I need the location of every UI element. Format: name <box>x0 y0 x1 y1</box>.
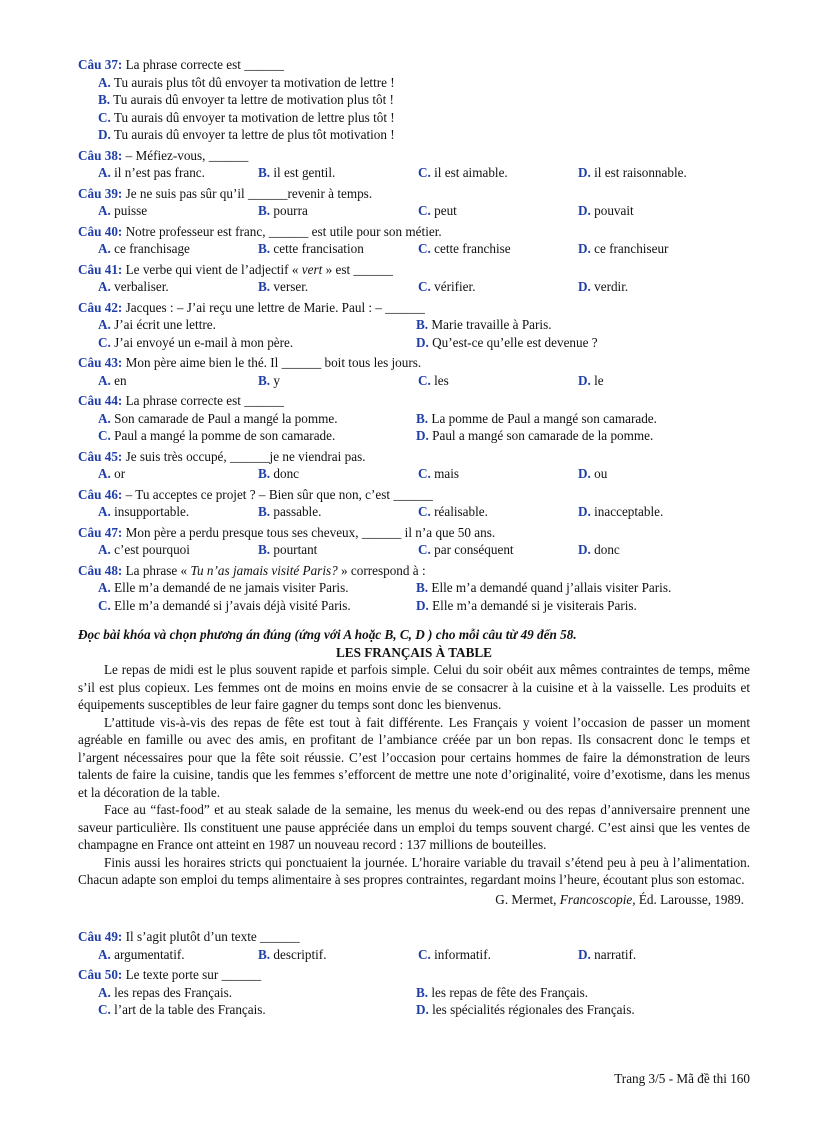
option-text: Paul a mangé la pomme de son camarade. <box>114 428 336 443</box>
question-stem <box>78 185 750 203</box>
option-row <box>78 503 750 521</box>
answer-option <box>98 316 416 334</box>
option-label: C. <box>98 1002 111 1017</box>
option-text: Tu aurais plus tôt dû envoyer ta motivation de lettre ! <box>113 74 395 90</box>
option-text: cette francisation <box>273 241 364 256</box>
option-label: C. <box>418 279 431 294</box>
option-line <box>78 91 750 109</box>
question-stem <box>78 392 750 410</box>
option-row <box>78 202 750 220</box>
question-text-italic: Tu n’as jamais visité Paris? <box>190 562 338 578</box>
question <box>78 299 750 352</box>
answer-option <box>258 946 418 964</box>
option-text: donc <box>594 542 620 557</box>
answer-option <box>418 465 578 483</box>
option-text: les repas de fête des Français. <box>431 984 589 1000</box>
option-label: A. <box>98 984 111 1000</box>
option-label: D. <box>578 542 591 557</box>
question-stem <box>78 147 750 165</box>
answer-option <box>416 597 734 615</box>
answer-option <box>416 334 734 352</box>
option-text: par conséquent <box>434 542 514 557</box>
option-label: B. <box>416 580 429 595</box>
option-label: A. <box>98 504 111 519</box>
option-text: verdir. <box>594 279 629 294</box>
option-text: J’ai écrit une lettre. <box>114 317 216 332</box>
answer-option <box>98 372 258 390</box>
option-text: narratif. <box>594 946 637 962</box>
option-text: mais <box>434 466 460 481</box>
option-label: D. <box>578 165 591 180</box>
option-row <box>78 410 750 428</box>
option-text: ou <box>594 466 608 481</box>
question-text: » est ______ <box>322 261 393 277</box>
option-text: verser. <box>273 279 309 294</box>
option-label: B. <box>258 504 271 519</box>
question-text: » correspond à : <box>337 562 426 578</box>
option-label: C. <box>418 165 431 180</box>
option-text: or <box>114 466 126 481</box>
option-text: Son camarade de Paul a mangé la pomme. <box>114 410 338 426</box>
option-text: Tu aurais dû envoyer ta motivation de lettre plus tôt ! <box>113 109 395 125</box>
option-label: B. <box>258 165 271 180</box>
option-text: passable. <box>273 504 322 519</box>
option-text: La pomme de Paul a mangé son camarade. <box>431 410 657 426</box>
option-label: D. <box>578 504 591 519</box>
answer-option <box>98 334 416 352</box>
answer-option <box>578 202 738 220</box>
answer-option <box>578 503 738 521</box>
option-label: C. <box>418 203 431 218</box>
questions-49-50 <box>78 928 750 1019</box>
option-label: B. <box>258 466 271 481</box>
answer-option <box>98 164 258 182</box>
question-text: Le verbe qui vient de l’adjectif « <box>125 261 302 277</box>
option-label: B. <box>416 410 429 426</box>
exam-page <box>78 56 750 1022</box>
question <box>78 223 750 258</box>
option-text: peut <box>434 203 457 218</box>
question-number: Câu 46: <box>78 486 123 502</box>
answer-option <box>418 503 578 521</box>
option-text: ce franchiseur <box>594 241 669 256</box>
question <box>78 966 750 1019</box>
answer-option <box>418 164 578 182</box>
answer-option <box>98 75 395 90</box>
option-text: Tu aurais dû envoyer ta lettre de motivation plus tôt ! <box>113 92 394 107</box>
option-text: inacceptable. <box>594 504 664 519</box>
option-text: l’art de la table des Français. <box>114 1002 266 1017</box>
answer-option <box>258 202 418 220</box>
option-row <box>78 984 750 1002</box>
question <box>78 448 750 483</box>
option-label: A. <box>98 241 111 256</box>
answer-option <box>98 579 416 597</box>
option-label: D. <box>98 127 111 142</box>
option-text: les <box>434 372 449 388</box>
question-number: Câu 40: <box>78 223 123 239</box>
option-text: Elle m’a demandé quand j’allais visiter Paris. <box>431 580 672 595</box>
passage-source <box>78 891 750 909</box>
option-line <box>78 74 750 92</box>
answer-option <box>578 164 738 182</box>
answer-option <box>98 541 258 559</box>
answer-option <box>98 946 258 964</box>
question-stem <box>78 928 750 946</box>
option-text: ce franchisage <box>114 241 190 256</box>
option-text: donc <box>273 466 300 481</box>
option-text: descriptif. <box>273 946 327 962</box>
option-text: pourra <box>273 203 308 218</box>
option-text: pourtant <box>273 542 318 557</box>
option-text: Tu aurais dû envoyer ta lettre de plus tôt motivation ! <box>113 127 395 142</box>
answer-option <box>258 372 418 390</box>
option-text: puisse <box>114 203 148 218</box>
answer-option <box>578 946 738 964</box>
option-label: A. <box>98 542 111 557</box>
question-text: Le texte porte sur ______ <box>125 967 262 982</box>
option-label: A. <box>98 279 111 294</box>
option-label: A. <box>98 74 111 90</box>
questions-37-48 <box>78 56 750 614</box>
question-stem <box>78 524 750 542</box>
question-stem <box>78 562 750 580</box>
question-stem <box>78 486 750 504</box>
option-text: il est aimable. <box>434 165 508 180</box>
answer-option <box>98 127 395 142</box>
option-label: A. <box>98 317 111 332</box>
question <box>78 261 750 296</box>
option-text: cette franchise <box>434 241 511 256</box>
answer-option <box>418 372 578 390</box>
question-text-italic: vert <box>301 261 323 277</box>
option-text: c’est pourquoi <box>114 542 190 557</box>
passage-title: LES FRANÇAIS À TABLE <box>336 644 492 660</box>
question <box>78 928 750 963</box>
answer-option <box>416 984 734 1002</box>
answer-option <box>578 541 738 559</box>
answer-option <box>98 202 258 220</box>
option-row <box>78 164 750 182</box>
option-text: il n’est pas franc. <box>114 165 205 180</box>
answer-option <box>98 984 416 1002</box>
answer-option <box>416 427 734 445</box>
option-label: B. <box>258 241 271 256</box>
answer-option <box>98 92 394 107</box>
question <box>78 56 750 144</box>
option-label: D. <box>416 428 429 443</box>
answer-option <box>98 503 258 521</box>
answer-option <box>98 465 258 483</box>
option-text: Marie travaille à Paris. <box>431 317 552 332</box>
answer-option <box>416 316 734 334</box>
option-row <box>78 465 750 483</box>
passage-paragraph: Le repas de midi est le plus souvent rapide et parfois simple. Celui du soir obéit aux mêmes contraintes de temps, même s’il est plus copieux. Les femmes ont de moins en moins envie de se consacrer à la cuisine et à la vaisselle. Les produits et équipements susceptibles de leur faire gagner du temps sont donc les bienvenus. <box>78 662 750 712</box>
option-row <box>78 316 750 334</box>
question <box>78 147 750 182</box>
question <box>78 524 750 559</box>
option-label: C. <box>418 504 431 519</box>
answer-option <box>416 1001 734 1019</box>
answer-option <box>416 579 734 597</box>
question <box>78 392 750 445</box>
question-stem <box>78 299 750 317</box>
option-label: A. <box>98 946 111 962</box>
option-label: C. <box>418 466 431 481</box>
option-line <box>78 109 750 127</box>
option-row <box>78 240 750 258</box>
option-text: pouvait <box>594 203 634 218</box>
question <box>78 185 750 220</box>
option-text: réalisable. <box>434 504 488 519</box>
option-line <box>78 126 750 144</box>
option-label: C. <box>418 372 431 388</box>
option-text: Qu’est-ce qu’elle est devenue ? <box>432 334 598 350</box>
option-row <box>78 427 750 445</box>
option-row <box>78 579 750 597</box>
option-label: C. <box>418 946 431 962</box>
option-label: A. <box>98 580 111 595</box>
question-stem <box>78 56 750 74</box>
question-stem <box>78 223 750 241</box>
question-text: Mon père a perdu presque tous ses cheveux, ______ il n’a que 50 ans. <box>125 524 496 540</box>
option-text: Paul a mangé son camarade de la pomme. <box>432 428 654 443</box>
option-text: y <box>273 372 280 388</box>
question-text: – Méfiez-vous, ______ <box>125 147 249 163</box>
option-text: Elle m’a demandé de ne jamais visiter Paris. <box>114 580 349 595</box>
option-label: D. <box>578 946 591 962</box>
source-book: Francoscopie <box>559 891 633 907</box>
question-text: La phrase « <box>125 562 191 578</box>
answer-option <box>98 110 395 125</box>
answer-option <box>416 410 734 428</box>
option-label: B. <box>258 279 271 294</box>
option-label: B. <box>416 984 429 1000</box>
option-text: les repas des Français. <box>114 984 233 1000</box>
question-number: Câu 41: <box>78 261 123 277</box>
page-footer: Trang 3/5 - Mã đề thi 160 <box>614 1071 750 1086</box>
question <box>78 562 750 615</box>
option-label: A. <box>98 165 111 180</box>
option-label: D. <box>416 597 429 613</box>
question-text: Jacques : – J’ai reçu une lettre de Marie. Paul : – ______ <box>125 299 425 315</box>
option-label: B. <box>98 92 111 107</box>
question-text: La phrase correcte est ______ <box>125 393 284 408</box>
passage-paragraph: Face au “fast-food” et au steak salade de la semaine, les menus du week-end ou des repas d’anniversaire prennent une saveur particulière. Ils constituent une pause appréciée dans un emploi du temps souvent chargé. C’est ainsi que les ventes de champagne en France ont atteint en 1987 un nouveau record : 137 millions de bouteilles. <box>78 802 750 852</box>
option-label: D. <box>416 334 429 350</box>
option-label: D. <box>416 1002 429 1017</box>
answer-option <box>258 164 418 182</box>
option-label: D. <box>578 241 591 256</box>
reading-passage <box>78 661 750 889</box>
answer-option <box>418 202 578 220</box>
question-number: Câu 45: <box>78 448 123 464</box>
option-text: vérifier. <box>434 279 476 294</box>
question-number: Câu 50: <box>78 967 123 982</box>
option-label: A. <box>98 466 111 481</box>
question-text: Notre professeur est franc, ______ est utile pour son métier. <box>125 223 442 239</box>
question <box>78 354 750 389</box>
source-author: G. Mermet, <box>495 891 560 907</box>
question-number: Câu 42: <box>78 299 123 315</box>
option-text: informatif. <box>434 946 491 962</box>
option-label: C. <box>98 428 111 443</box>
option-label: D. <box>578 279 591 294</box>
answer-option <box>98 597 416 615</box>
answer-option <box>578 372 738 390</box>
option-label: D. <box>578 203 591 218</box>
option-text: il est raisonnable. <box>594 165 687 180</box>
source-publisher: , Éd. Larousse, 1989. <box>632 891 744 907</box>
question-number: Câu 49: <box>78 929 123 944</box>
option-text: argumentatif. <box>114 946 185 962</box>
reading-instruction: Đọc bài khóa và chọn phương án đúng (ứng với A hoặc B, C, D ) cho mỗi câu từ 49 đến 58. <box>78 627 577 642</box>
answer-option <box>578 278 738 296</box>
answer-option <box>98 427 416 445</box>
option-text: le <box>594 372 604 388</box>
option-row <box>78 541 750 559</box>
question-number: Câu 47: <box>78 524 123 540</box>
answer-option <box>578 465 738 483</box>
option-text: en <box>114 372 127 388</box>
option-label: D. <box>578 466 591 481</box>
question-number: Câu 37: <box>78 57 123 72</box>
option-row <box>78 946 750 964</box>
option-row <box>78 1001 750 1019</box>
question-number: Câu 44: <box>78 393 123 408</box>
question-number: Câu 38: <box>78 147 123 163</box>
option-text: Elle m’a demandé si je visiterais Paris. <box>432 597 637 613</box>
option-label: B. <box>258 946 271 962</box>
option-row <box>78 278 750 296</box>
answer-option <box>258 240 418 258</box>
option-text: Elle m’a demandé si j’avais déjà visité Paris. <box>114 597 351 613</box>
question-number: Câu 48: <box>78 562 123 578</box>
question-text: Il s’agit plutôt d’un texte ______ <box>125 929 300 944</box>
question-text: Je ne suis pas sûr qu’il ______revenir à temps. <box>125 185 373 201</box>
option-text: il est gentil. <box>273 165 336 180</box>
question-text: Mon père aime bien le thé. Il ______ boit tous les jours. <box>125 355 422 370</box>
question-text: Je suis très occupé, ______je ne viendrai pas. <box>125 448 366 464</box>
question-stem <box>78 448 750 466</box>
answer-option <box>258 503 418 521</box>
question-stem <box>78 261 750 279</box>
option-text: insupportable. <box>114 504 190 519</box>
question-number: Câu 43: <box>78 355 123 370</box>
answer-option <box>98 1001 416 1019</box>
option-text: verbaliser. <box>114 279 169 294</box>
answer-option <box>98 240 258 258</box>
option-label: B. <box>258 542 271 557</box>
option-label: C. <box>98 597 111 613</box>
option-row <box>78 597 750 615</box>
answer-option <box>258 465 418 483</box>
option-label: C. <box>98 109 111 125</box>
answer-option <box>98 278 258 296</box>
answer-option <box>578 240 738 258</box>
option-text: J’ai envoyé un e-mail à mon père. <box>114 334 294 350</box>
option-label: C. <box>418 241 431 256</box>
answer-option <box>98 410 416 428</box>
option-label: A. <box>98 372 111 388</box>
option-label: D. <box>578 372 591 388</box>
answer-option <box>258 541 418 559</box>
question-stem <box>78 354 750 372</box>
answer-option <box>418 541 578 559</box>
passage-paragraph: Finis aussi les horaires stricts qui ponctuaient la journée. L’horaire variable du travail s’étend peu à peu à l’alimentation. Chacun adapte son emploi du temps alimentaire à ses propres contraintes, regardant moins l’heure, écoutant plus son estomac. <box>78 854 750 887</box>
answer-option <box>418 240 578 258</box>
question <box>78 486 750 521</box>
option-row <box>78 334 750 352</box>
option-label: B. <box>258 372 271 388</box>
question-stem <box>78 966 750 984</box>
option-label: A. <box>98 203 111 218</box>
question-text: La phrase correcte est ______ <box>125 57 284 72</box>
option-label: B. <box>258 203 271 218</box>
option-label: C. <box>418 542 431 557</box>
passage-paragraph: L’attitude vis-à-vis des repas de fête est tout à fait différente. Les Français y voient l’occasion de passer un moment agréable en famille ou avec des amis, en profitant de l’ambiance créée par un bon repas. Ils consacrent donc le temps et l’argent nécessaires pour que la fête soit réussie. C’est l’occasion pour certains hommes de faire la démonstration de leurs talents de faire la cuisine, tandis que les femmes s’efforcent de mettre une note d’originalité, voire d’exotisme, dans les menus et la décoration de la table. <box>78 714 750 800</box>
option-label: A. <box>98 410 111 426</box>
answer-option <box>258 278 418 296</box>
option-label: B. <box>416 317 429 332</box>
answer-option <box>418 278 578 296</box>
question-text: – Tu acceptes ce projet ? – Bien sûr que non, c’est ______ <box>125 486 433 502</box>
option-label: C. <box>98 334 111 350</box>
answer-option <box>418 946 578 964</box>
option-row <box>78 372 750 390</box>
question-number: Câu 39: <box>78 185 123 201</box>
option-text: les spécialités régionales des Français. <box>432 1002 635 1017</box>
